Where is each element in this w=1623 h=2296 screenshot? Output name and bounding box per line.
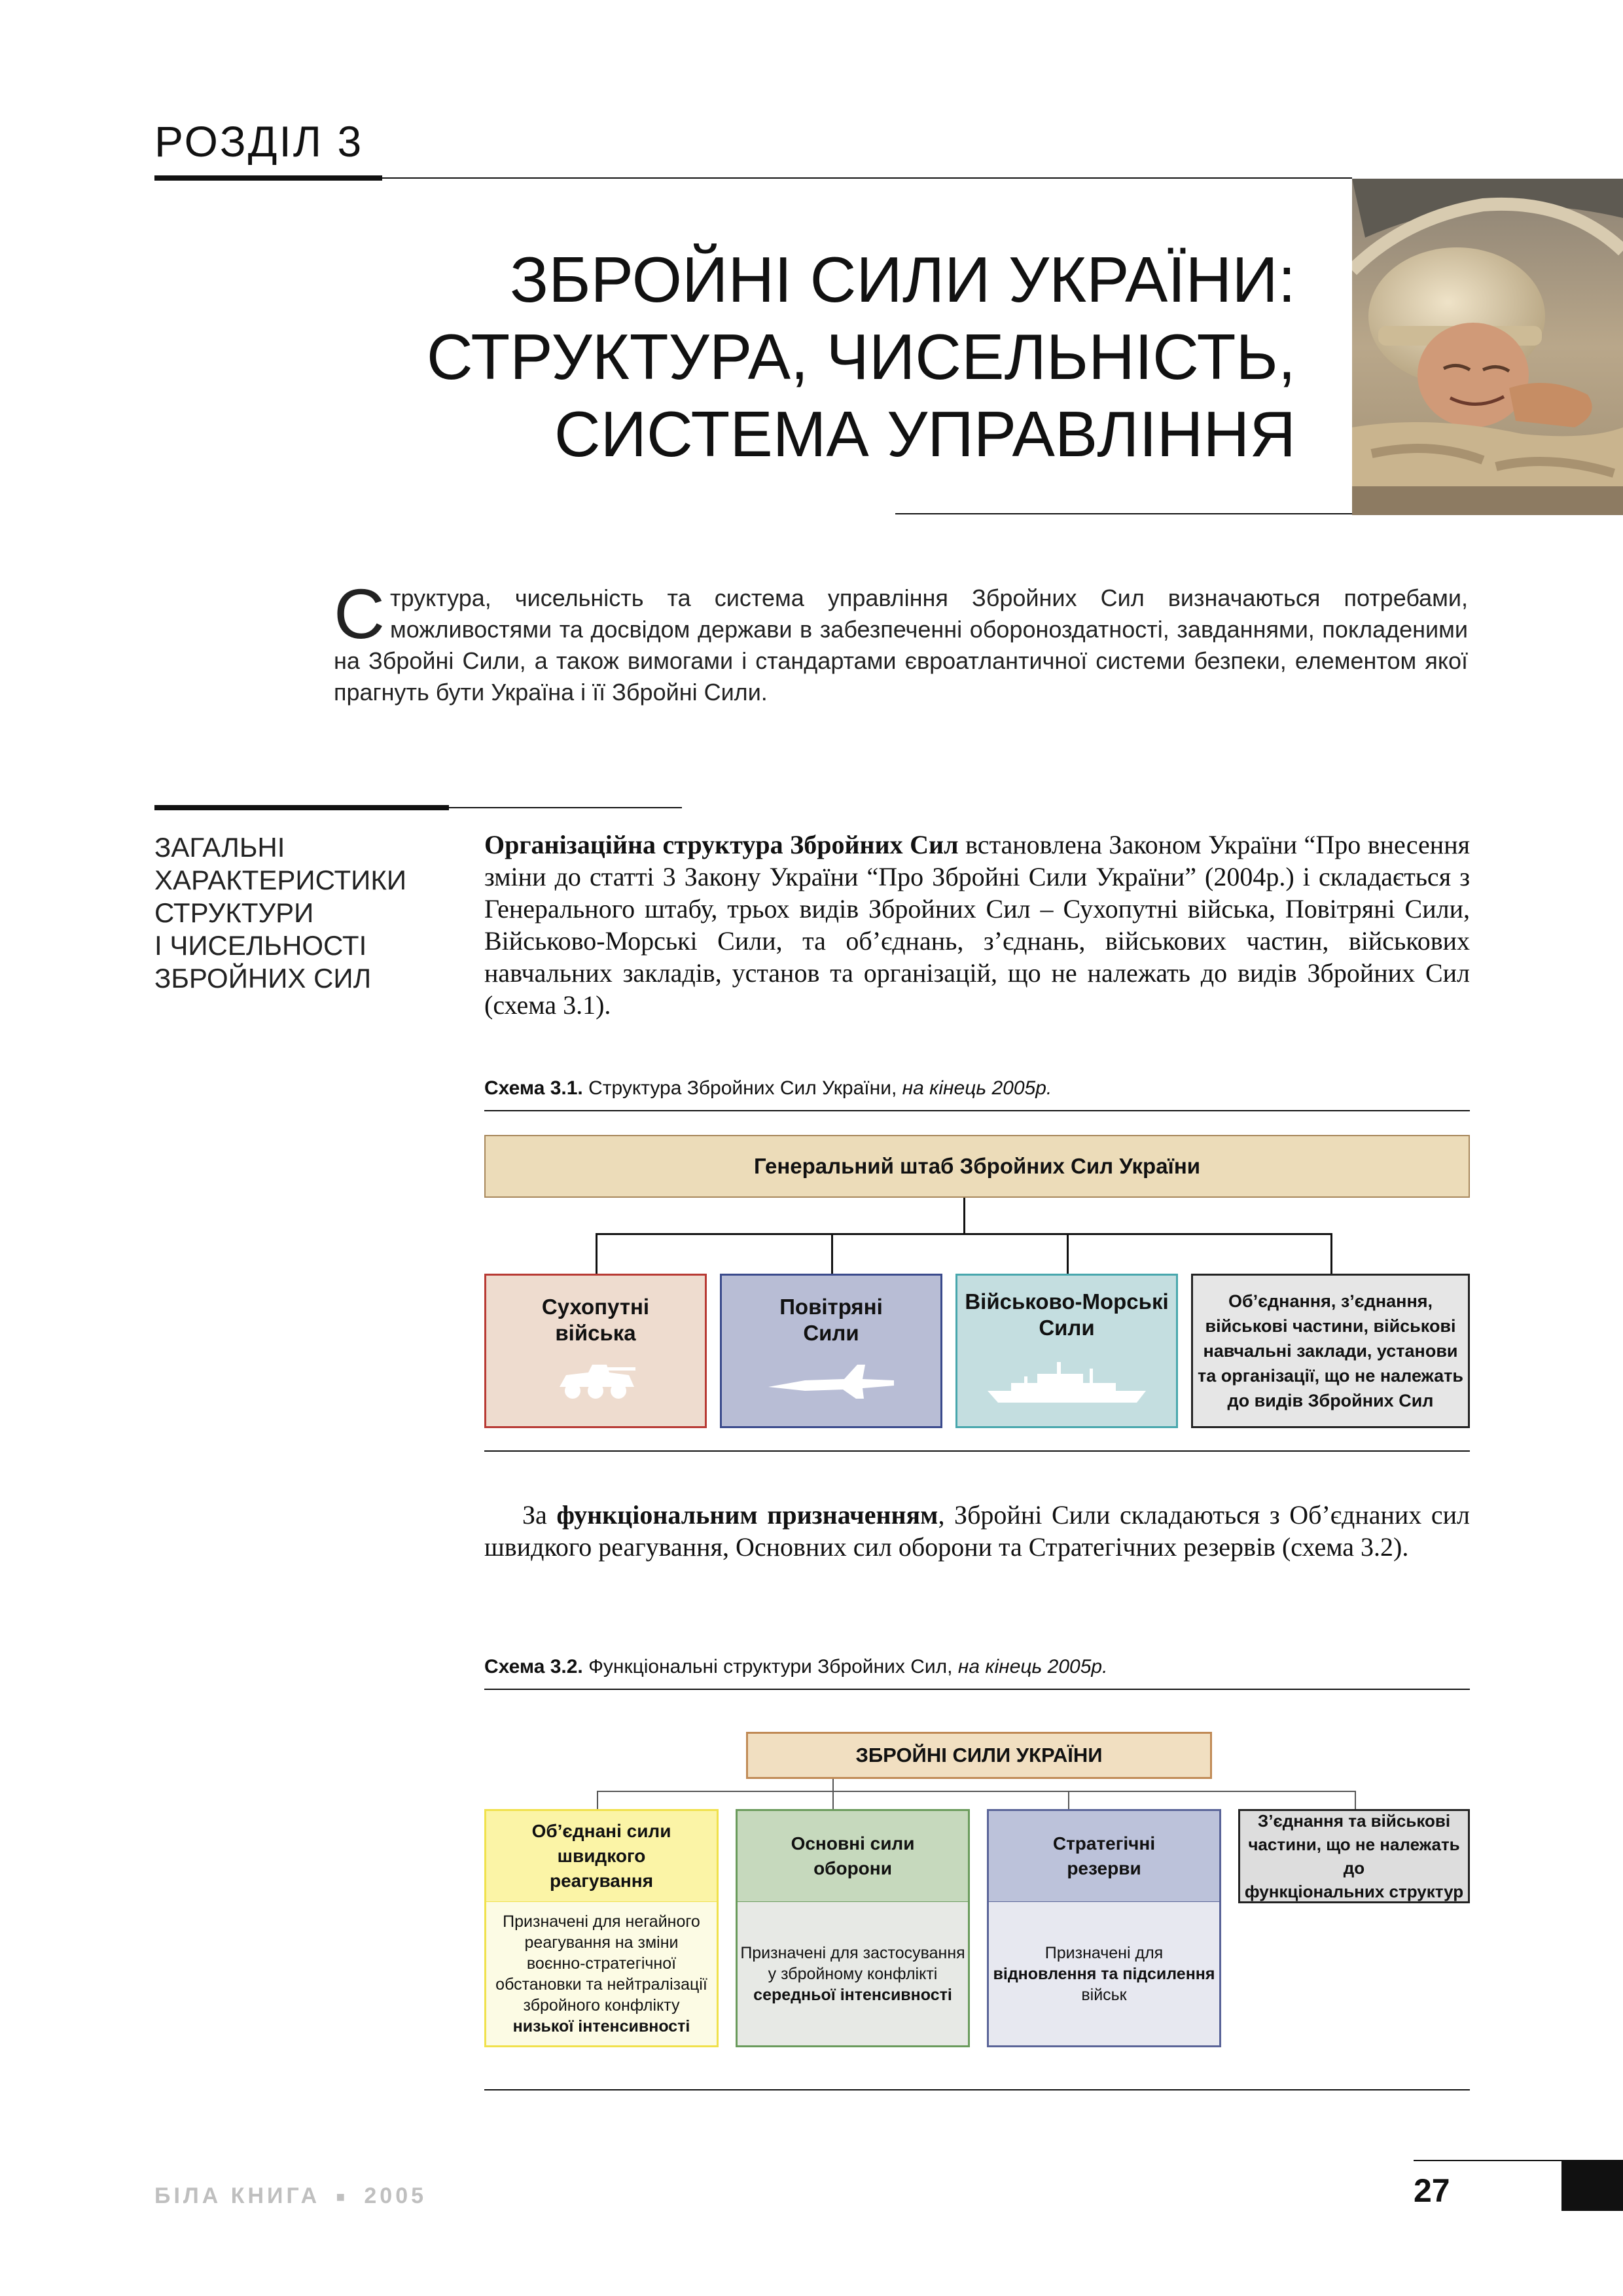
- paragraph-text: , Збройні Сили складаються з Об’єднаних сил швидкого реагування, Основних сил оборони та Стратегічних резервів (схема 3.2).: [484, 1500, 1471, 1562]
- side-heading-line: ЗАГАЛЬНІ: [154, 832, 285, 863]
- main-defense-line: оборони: [813, 1858, 892, 1878]
- description-line: збройного конфлікту: [523, 1996, 680, 2015]
- connector: [1067, 1233, 1069, 1274]
- side-heading-line: ЗБРОЙНИХ СИЛ: [154, 963, 372, 994]
- rapid-reaction-description: [484, 1902, 719, 2047]
- armored-vehicle-icon: [553, 1361, 638, 1403]
- strategic-reserves-line: Стратегічні: [1052, 1833, 1156, 1854]
- footer-year: 2005: [364, 2183, 427, 2208]
- title-line-2: СТРУКТУРА, ЧИСЕЛЬНІСТЬ,: [426, 321, 1296, 393]
- caption-text: Функціональні структури Збройних Сил,: [582, 1656, 958, 1677]
- side-heading-line: СТРУКТУРИ: [154, 897, 314, 928]
- section-bar: [154, 175, 382, 181]
- paragraph-functional: [484, 1499, 1470, 1563]
- non-functional-line: частини, що не належать до: [1248, 1835, 1460, 1878]
- drop-cap: С: [334, 574, 385, 653]
- rapid-reaction-line: реагування: [549, 1871, 654, 1891]
- armed-forces-box: [746, 1732, 1212, 1779]
- rapid-reaction-line: Об’єднані сили: [531, 1821, 671, 1841]
- caption-text: Структура Збройних Сил України,: [582, 1077, 902, 1099]
- paragraph-structure: [484, 829, 1470, 1021]
- footer-block: [1561, 2160, 1623, 2211]
- navy-line: Військово-Морські: [965, 1289, 1169, 1314]
- rapid-reaction-forces-box: [484, 1809, 719, 1903]
- footer-book-title: [154, 2183, 427, 2209]
- connector: [1068, 1791, 1069, 1809]
- description-line: у збройному конфлікті: [768, 1964, 938, 1983]
- connector: [831, 1233, 833, 1274]
- land-forces-line: Сухопутні: [541, 1295, 650, 1319]
- strategic-reserves-description: [987, 1902, 1221, 2047]
- land-forces-box: [484, 1274, 707, 1428]
- connector: [963, 1198, 965, 1234]
- side-heading-rule: [449, 807, 682, 808]
- other-formations-line: військові частини, військові: [1205, 1316, 1456, 1336]
- connector: [1330, 1233, 1332, 1274]
- paragraph-bold: Організаційна структура Збройних Сил: [484, 830, 959, 859]
- side-heading-line: ХАРАКТЕРИСТИКИ: [154, 865, 407, 895]
- connector: [832, 1779, 834, 1792]
- scheme-3-2-caption: [484, 1656, 1107, 1678]
- side-heading: [154, 831, 429, 995]
- title-line-1: ЗБРОЙНІ СИЛИ УКРАЇНИ:: [510, 243, 1296, 315]
- non-functional-line: З’єднання та військові: [1257, 1811, 1451, 1831]
- non-functional-line: функціональних структур: [1244, 1882, 1464, 1901]
- armed-forces-label: ЗБРОЙНІ СИЛИ УКРАЇНИ: [855, 1744, 1103, 1767]
- rapid-reaction-line: швидкого: [557, 1846, 646, 1866]
- description-line: Призначені для: [1044, 1943, 1164, 1962]
- connector: [596, 1233, 1332, 1235]
- warship-icon: [985, 1359, 1149, 1405]
- general-staff-label: Генеральний штаб Збройних Сил України: [753, 1154, 1201, 1178]
- connector: [597, 1791, 598, 1809]
- other-formations-box: [1191, 1274, 1470, 1428]
- description-line: реагування на зміни: [524, 1933, 679, 1952]
- scheme-3-2-top-rule: [484, 1689, 1470, 1690]
- scheme-3-1-caption: [484, 1077, 1052, 1100]
- land-forces-line: війська: [555, 1321, 636, 1345]
- air-force-line: Сили: [803, 1321, 859, 1345]
- air-force-line: Повітряні: [779, 1295, 883, 1319]
- caption-label: Схема 3.1.: [484, 1077, 583, 1099]
- other-formations-line: до видів Збройних Сил: [1227, 1391, 1434, 1410]
- strategic-reserves-line: резерви: [1067, 1858, 1141, 1878]
- main-defense-line: Основні сили: [791, 1833, 915, 1854]
- scheme-3-2-bottom-rule: [484, 2089, 1470, 2090]
- description-line: військ: [1081, 1985, 1127, 2004]
- caption-label: Схема 3.2.: [484, 1656, 583, 1677]
- connector: [597, 1791, 1356, 1792]
- intro-paragraph: [334, 574, 1468, 708]
- caption-date: на кінець 2005р.: [957, 1656, 1108, 1677]
- page-title: [427, 241, 1296, 473]
- soldier-photo: [1352, 179, 1623, 515]
- side-heading-line: І ЧИСЕЛЬНОСТІ: [154, 930, 367, 961]
- navy-line: Сили: [1039, 1316, 1095, 1340]
- title-line-3: СИСТЕМА УПРАВЛІННЯ: [554, 398, 1296, 470]
- main-defense-description: [736, 1902, 970, 2047]
- general-staff-box: [484, 1135, 1470, 1198]
- section-rule: [382, 177, 1352, 179]
- description-line: Призначені для застосування: [740, 1943, 965, 1962]
- navy-box: [955, 1274, 1178, 1428]
- non-functional-units-box: [1238, 1809, 1470, 1903]
- footer-separator: ■: [336, 2189, 348, 2206]
- other-formations-line: та організації, що не належать: [1198, 1366, 1463, 1386]
- footer-rule: [1414, 2160, 1561, 2161]
- paragraph-text: встановлена Законом України “Про внесення зміни до статті 3 Закону України “Про Збройні Сили України” (2004р.) і складається з Генерального штабу, трьох видів Збройних Сил – Сухопутні війська, Повітряні Сили, Військово-Морські Сили, та об’єднань, з’єднань, військових частин, військових навчальних закладів, установ та організацій, що не належать до видів Збройних Сил (схема 3.1).: [484, 830, 1470, 1020]
- main-defense-forces-box: [736, 1809, 970, 1903]
- description-line: обстановки та нейтралізації: [495, 1975, 707, 1994]
- description-line: воєнно-стратегічної: [526, 1954, 677, 1973]
- connector: [1355, 1791, 1356, 1809]
- strategic-reserves-box: [987, 1809, 1221, 1903]
- caption-date: на кінець 2005р.: [902, 1077, 1052, 1099]
- section-label: РОЗДІЛ 3: [154, 117, 364, 166]
- scheme-3-1-bottom-rule: [484, 1450, 1470, 1452]
- connector: [596, 1233, 597, 1274]
- description-bold: низької інтенсивності: [512, 2017, 690, 2036]
- paragraph-bold: функціональним призначенням: [556, 1500, 938, 1530]
- air-force-box: [720, 1274, 942, 1428]
- side-heading-bar: [154, 805, 449, 810]
- description-bold: середньої інтенсивності: [753, 1985, 952, 2004]
- paragraph-pre: За: [522, 1500, 557, 1530]
- other-formations-line: Об’єднання, з’єднання,: [1228, 1291, 1433, 1311]
- connector: [832, 1791, 834, 1809]
- description-bold: відновлення та підсилення: [993, 1964, 1215, 1983]
- title-rule: [895, 513, 1352, 514]
- scheme-3-1-top-rule: [484, 1110, 1470, 1111]
- other-formations-line: навчальні заклади, установи: [1203, 1341, 1458, 1361]
- jet-aircraft-icon: [766, 1361, 897, 1403]
- intro-text: труктура, чисельність та система управління Збройних Сил визначаються потребами, можливостями та досвідом держави в забезпеченні обороноздатності, завданнями, покладеними на Збройні Сили, а також вимогами і стандартами євроатлантичної системи безпеки, елементом якої прагнуть бути Україна і її Збройні Сили.: [334, 584, 1468, 706]
- page-number: 27: [1414, 2172, 1450, 2209]
- description-line: Призначені для негайного: [503, 1912, 700, 1931]
- footer-book: БІЛА КНИГА: [154, 2183, 321, 2208]
